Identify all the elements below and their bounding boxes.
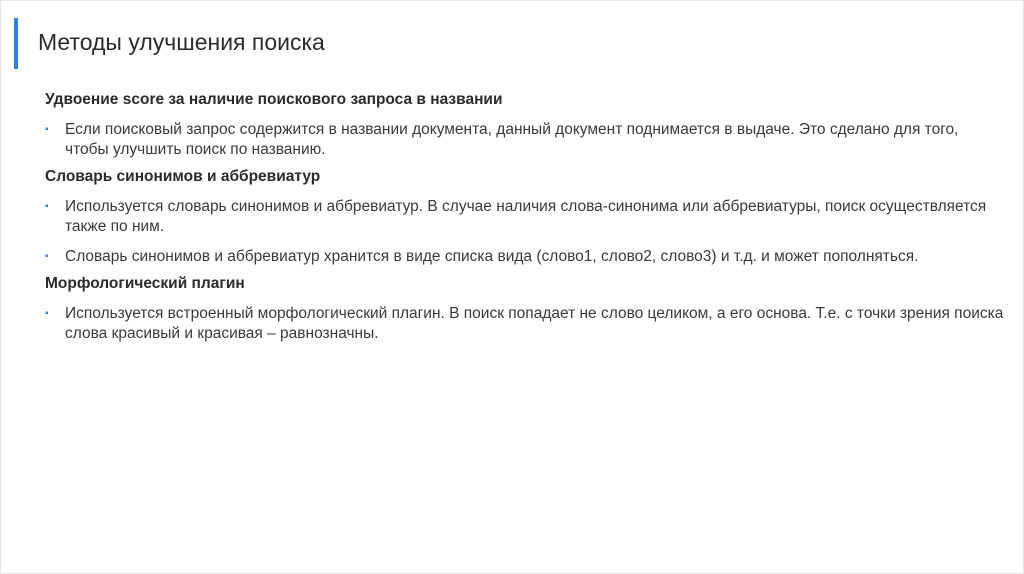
bullet-list bbox=[45, 120, 1005, 160]
bullet-square-icon: ▪ bbox=[45, 251, 49, 262]
slide-content bbox=[45, 90, 1005, 354]
section-heading: Удвоение score за наличие поискового запроса в названии bbox=[45, 91, 503, 108]
section-heading: Морфологический плагин bbox=[45, 275, 245, 292]
bullet-item bbox=[45, 197, 1005, 237]
title-accent-bar bbox=[14, 18, 18, 69]
bullet-square-icon: ▪ bbox=[45, 201, 49, 212]
slide-title: Методы улучшения поиска bbox=[38, 29, 325, 55]
bullet-text: Используется словарь синонимов и аббревиатур. В случае наличия слова-синонима или аббревиатуры, поиск осуществляется также по ним. bbox=[65, 198, 987, 235]
bullet-square-icon: ▪ bbox=[45, 124, 49, 135]
bullet-item bbox=[45, 247, 1005, 267]
bullet-text: Если поисковый запрос содержится в названии документа, данный документ поднимается в выдаче. Это сделано для того, чтобы улучшить поиск по названию. bbox=[65, 121, 959, 158]
bullet-list bbox=[45, 197, 1005, 267]
section-morphology bbox=[45, 274, 1005, 344]
section-title-boost bbox=[45, 90, 1005, 160]
bullet-text: Используется встроенный морфологический плагин. В поиск попадает не слово целиком, а его основа. Т.е. с точки зрения поиска слова красивый и красивая – равнозначны. bbox=[65, 305, 1004, 342]
bullet-text: Словарь синонимов и аббревиатур хранится в виде списка вида (слово1, слово2, слово3) и т.д. и может пополняться. bbox=[65, 248, 919, 265]
bullet-list bbox=[45, 304, 1005, 344]
bullet-square-icon: ▪ bbox=[45, 308, 49, 319]
bullet-item bbox=[45, 304, 1005, 344]
section-synonyms bbox=[45, 167, 1005, 267]
section-heading: Словарь синонимов и аббревиатур bbox=[45, 168, 321, 185]
bullet-item bbox=[45, 120, 1005, 160]
